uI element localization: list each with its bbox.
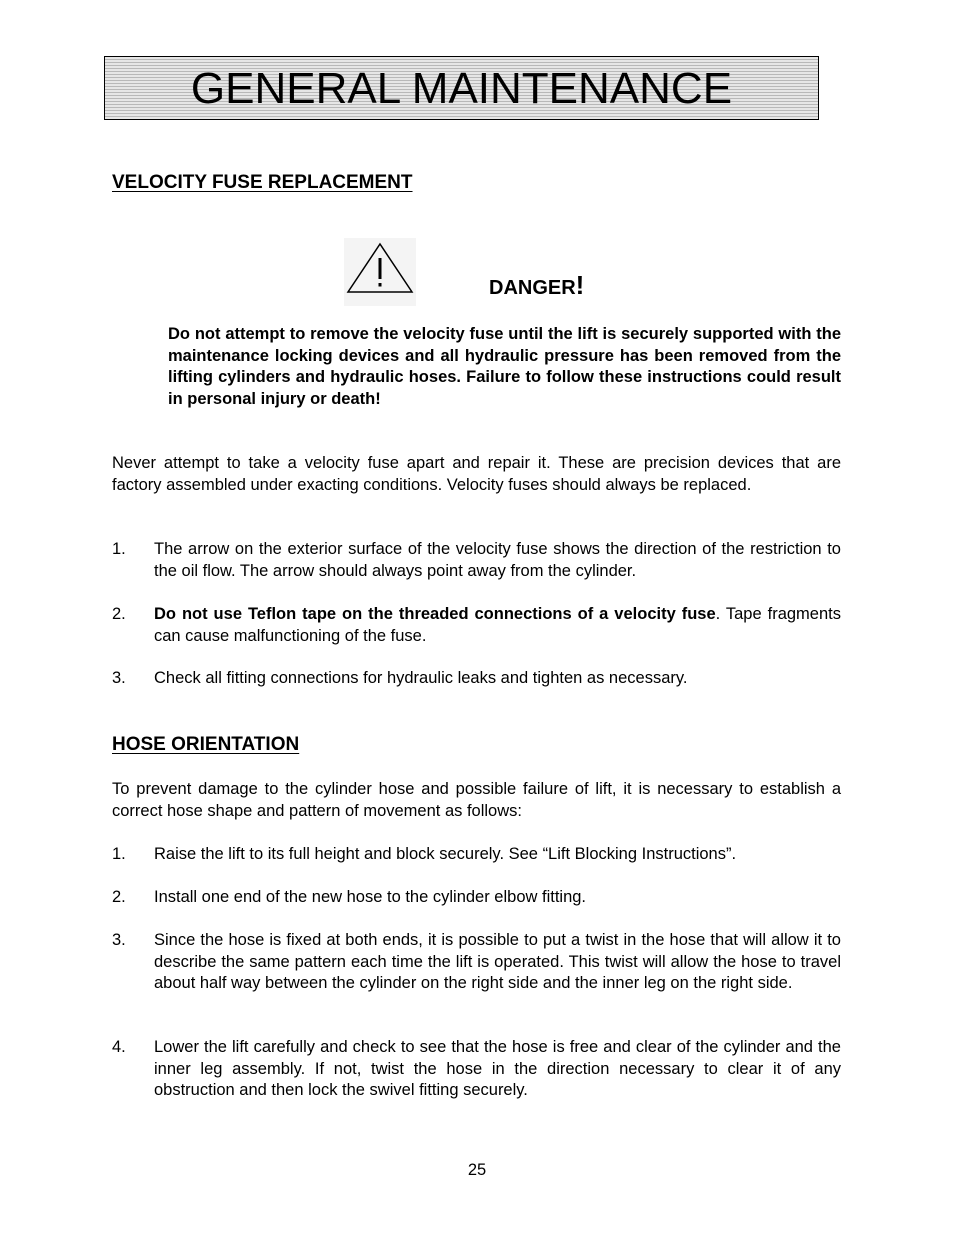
list-item: 1. The arrow on the exterior surface of the velocity fuse shows the direction of the restriction to the oil flow. The arrow should always point away from the cylinder. bbox=[112, 540, 841, 580]
page-number: 25 bbox=[467, 1161, 487, 1179]
title-banner bbox=[104, 56, 819, 120]
page-title: GENERAL MAINTENANCE bbox=[190, 64, 733, 113]
section-heading-velocity-fuse: VELOCITY FUSE REPLACEMENT bbox=[112, 172, 413, 193]
teflon-warning-bold: Do not use Teflon tape on the threaded connections of a velocity fuse bbox=[154, 605, 716, 623]
list-item: 1. Raise the lift to its full height and block securely. See “Lift Blocking Instructions”. bbox=[112, 845, 737, 863]
list-item: 4. Lower the lift carefully and check to see that the hose is free and clear of the cylinder and the inner leg assembly. If not, twist the hose in the direction necessary to clear it of any obstruction and then lock the swivel fitting securely. bbox=[112, 1038, 841, 1100]
velocity-fuse-intro: Never attempt to take a velocity fuse apart and repair it. These are precision devices that are factory assembled under exacting conditions. Velocity fuses should always be replaced. bbox=[112, 454, 841, 494]
danger-label: DANGER! bbox=[489, 270, 585, 300]
danger-warning-text: Do not attempt to remove the velocity fuse until the lift is securely supported with the maintenance locking devices and all hydraulic pressure has been removed from the lifting cylinders and hydraulic hoses. Failure to follow these instructions could result in personal injury or death! bbox=[168, 325, 841, 408]
warning-triangle-icon bbox=[344, 238, 416, 306]
section-heading-hose-orientation: HOSE ORIENTATION bbox=[112, 734, 300, 755]
list-item: 3. Since the hose is fixed at both ends, it is possible to put a twist in the hose that will allow it to describe the same pattern each time the lift is operated. This twist will allow the hose to travel about half way between the cylinder on the right side and the inner leg on the right side. bbox=[112, 931, 841, 993]
hose-orientation-intro: To prevent damage to the cylinder hose and possible failure of lift, it is necessary to establish a correct hose shape and pattern of movement as follows: bbox=[112, 780, 841, 820]
list-item: 2. Install one end of the new hose to the cylinder elbow fitting. bbox=[112, 888, 587, 906]
list-item: 3. Check all fitting connections for hydraulic leaks and tighten as necessary. bbox=[112, 669, 688, 687]
list-item: 2. Do not use Teflon tape on the threaded connections of a velocity fuse. Tape fragments can cause malfunctioning of the fuse. bbox=[112, 605, 841, 645]
